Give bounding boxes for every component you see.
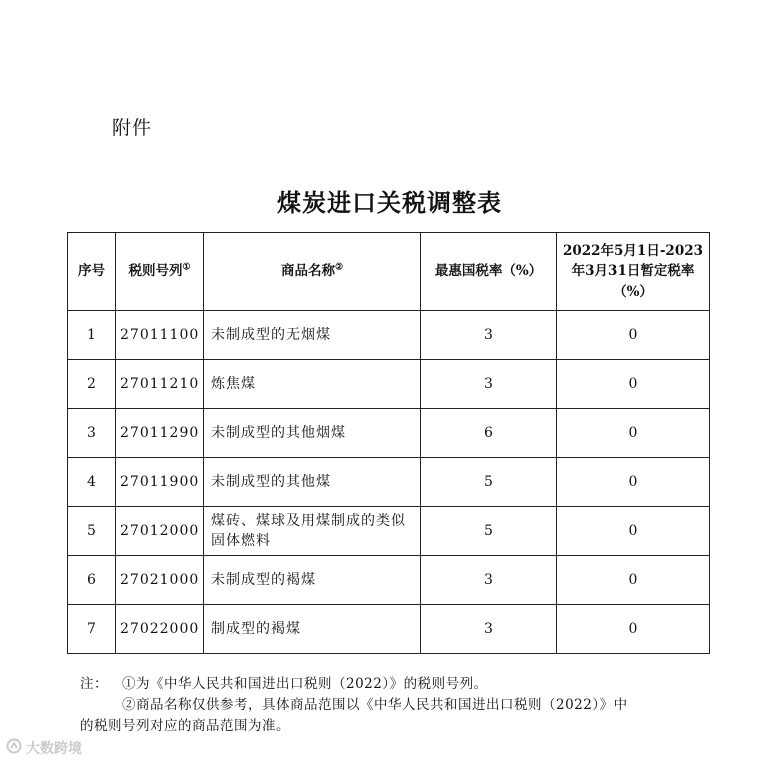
cell-seq: 2 bbox=[68, 360, 116, 409]
header-name: 商品名称② bbox=[204, 233, 421, 311]
footnote-2-text: ②商品名称仅供参考，具体商品范围以《中华人民共和国进出口税则（2022）》中 bbox=[122, 697, 628, 713]
cell-name: 炼焦煤 bbox=[204, 360, 421, 409]
cell-code: 27011100 bbox=[116, 311, 204, 360]
watermark bbox=[6, 738, 82, 758]
cell-mfn-rate: 5 bbox=[421, 507, 557, 556]
page-title: 煤炭进口关税调整表 bbox=[277, 188, 502, 217]
cell-name: 未制成型的无烟煤 bbox=[204, 311, 421, 360]
cell-seq: 5 bbox=[68, 507, 116, 556]
cell-temp-rate: 0 bbox=[557, 556, 710, 605]
footnote-1-text: ①为《中华人民共和国进出口税则（2022）》的税则号列。 bbox=[122, 676, 488, 692]
table-row bbox=[68, 507, 710, 556]
header-mfn-rate: 最惠国税率（%） bbox=[421, 233, 557, 311]
cell-seq: 3 bbox=[68, 409, 116, 458]
cell-temp-rate: 0 bbox=[557, 507, 710, 556]
attachment-label: 附件 bbox=[112, 117, 153, 139]
cell-mfn-rate: 3 bbox=[421, 311, 557, 360]
cell-name: 未制成型的褐煤 bbox=[204, 556, 421, 605]
header-seq: 序号 bbox=[68, 233, 116, 311]
cell-temp-rate: 0 bbox=[557, 409, 710, 458]
cell-name: 未制成型的其他烟煤 bbox=[204, 409, 421, 458]
table-row bbox=[68, 409, 710, 458]
cell-name: 煤砖、煤球及用煤制成的类似固体燃料 bbox=[204, 507, 421, 556]
cell-code: 27011210 bbox=[116, 360, 204, 409]
cell-seq: 6 bbox=[68, 556, 116, 605]
table-row bbox=[68, 458, 710, 507]
table-row bbox=[68, 360, 710, 409]
cell-code: 27022000 bbox=[116, 605, 204, 654]
cell-code: 27021000 bbox=[116, 556, 204, 605]
footnote-2-continuation: 的税则号列对应的商品范围为准。 bbox=[80, 718, 290, 734]
cell-mfn-rate: 6 bbox=[421, 409, 557, 458]
cell-seq: 7 bbox=[68, 605, 116, 654]
cell-name: 未制成型的其他煤 bbox=[204, 458, 421, 507]
cell-temp-rate: 0 bbox=[557, 311, 710, 360]
header-temp-rate: 2022年5月1日-2023 年3月31日暂定税率 （%） bbox=[557, 233, 710, 311]
table-header-row bbox=[68, 233, 710, 311]
cell-seq: 4 bbox=[68, 458, 116, 507]
cell-code: 27011900 bbox=[116, 458, 204, 507]
watermark-text: 大数跨境 bbox=[26, 741, 82, 757]
footnote-2 bbox=[80, 695, 710, 716]
cell-temp-rate: 0 bbox=[557, 360, 710, 409]
table-row bbox=[68, 311, 710, 360]
cell-temp-rate: 0 bbox=[557, 605, 710, 654]
tariff-table bbox=[67, 232, 710, 654]
footnote-mark-1: ① bbox=[182, 262, 191, 273]
footnotes bbox=[80, 674, 710, 737]
cell-mfn-rate: 3 bbox=[421, 360, 557, 409]
footnote-label: 注： bbox=[80, 676, 108, 692]
header-code: 税则号列① bbox=[116, 233, 204, 311]
table-row bbox=[68, 605, 710, 654]
cell-temp-rate: 0 bbox=[557, 458, 710, 507]
table-row bbox=[68, 556, 710, 605]
cell-name: 制成型的褐煤 bbox=[204, 605, 421, 654]
cell-seq: 1 bbox=[68, 311, 116, 360]
footnote-mark-2: ② bbox=[334, 262, 344, 273]
cell-code: 27011290 bbox=[116, 409, 204, 458]
cell-mfn-rate: 3 bbox=[421, 556, 557, 605]
cell-code: 27012000 bbox=[116, 507, 204, 556]
cell-mfn-rate: 3 bbox=[421, 605, 557, 654]
cell-mfn-rate: 5 bbox=[421, 458, 557, 507]
brand-logo-icon bbox=[6, 738, 22, 758]
footnote-1 bbox=[80, 674, 710, 695]
